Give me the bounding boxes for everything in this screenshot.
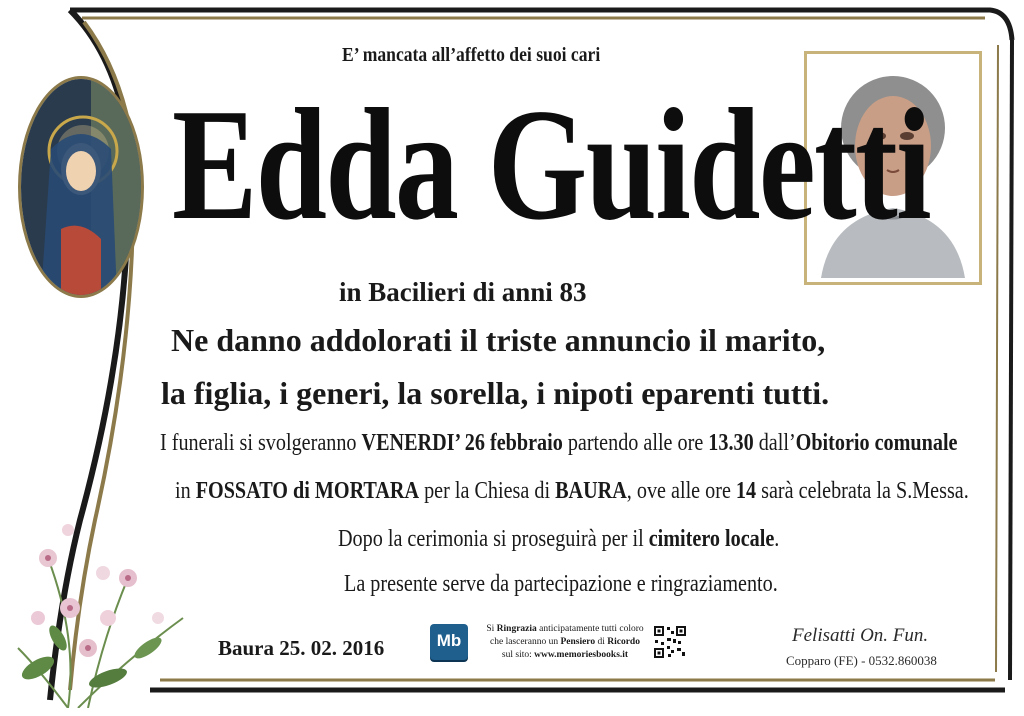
funeral-home-contact: Copparo (FE) - 0532.860038 — [786, 653, 937, 668]
deceased-name: Edda Guidetti — [172, 75, 931, 253]
qr-code-icon[interactable] — [653, 625, 687, 659]
announcement-line-2: la figlia, i generi, la sorella, i nipoti eparenti tutti. — [161, 375, 830, 411]
funeral-details-line-4: La presente serve da partecipazione e ringraziamento. — [344, 571, 778, 597]
funeral-details-line-1: I funerali si svolgeranno VENERDI’ 26 febbraio partendo alle ore 13.30 dall’Obitorio comunale — [160, 430, 958, 456]
memoriesbooks-logo-icon[interactable]: Mb — [430, 624, 468, 660]
maiden-name-age: in Bacilieri di anni 83 — [339, 277, 587, 307]
funeral-details-line-2: in FOSSATO di MORTARA per la Chiesa di BAURA, ove alle ore 14 sarà celebrata la S.Messa. — [175, 478, 969, 504]
memoriesbooks-note: Si Ringrazia anticipatamente tutti coloro che lasceranno un Pensiero di Ricordo sul sito: www.memoriesbooks.it — [486, 624, 644, 660]
funeral-home-name: Felisatti On. Fun. — [792, 625, 929, 646]
memoriesbooks-link[interactable]: www.memoriesbooks.it — [534, 650, 629, 660]
announcement-line-1: Ne danno addolorati il triste annuncio il marito, — [171, 322, 826, 358]
funeral-details-line-3: Dopo la cerimonia si proseguirà per il cimitero locale. — [338, 526, 780, 552]
intro-text: E’ mancata all’affetto dei suoi cari — [342, 44, 601, 66]
place-date: Baura 25. 02. 2016 — [218, 636, 385, 660]
madonna-image — [18, 76, 144, 298]
flowers-decoration — [8, 518, 198, 708]
